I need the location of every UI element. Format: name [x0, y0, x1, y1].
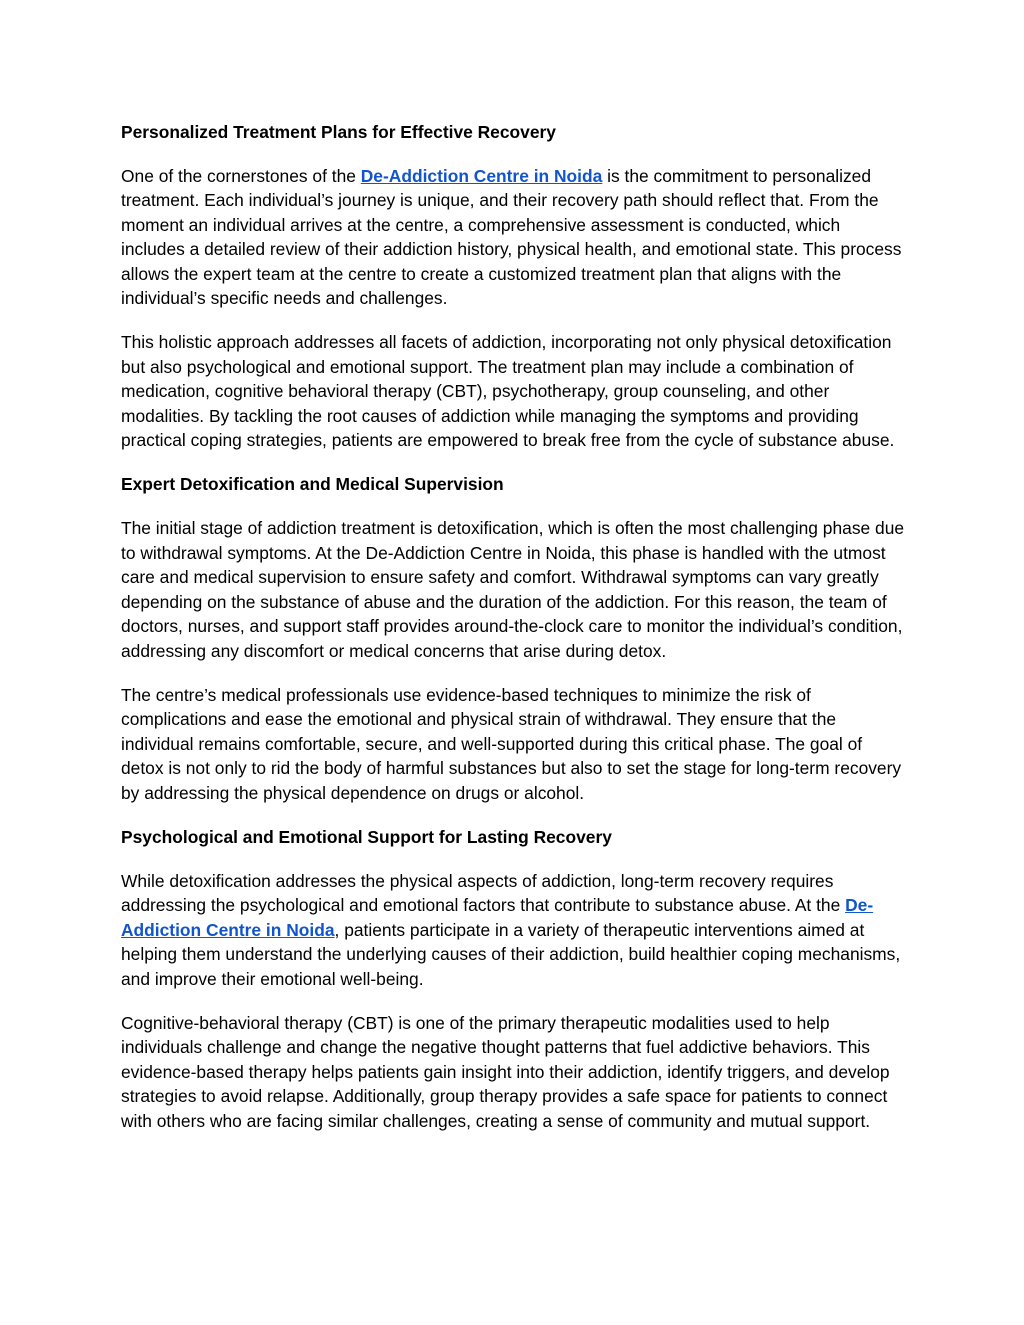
paragraph-holistic-approach: This holistic approach addresses all facets of addiction, incorporating not only physical detoxification but also psychological and emotional support. The treatment plan may include a combination of medication, cognitive behavioral therapy (CBT), psychotherapy, group counseling, and other modalities. By tackling the root causes of addiction while managing the symptoms and providing practical coping strategies, patients are empowered to break free from the cycle of substance abuse.: [121, 332, 895, 451]
paragraph-text: is the commitment to personalized treatment. Each individual’s journey is unique, and their recovery path should reflect that. From the moment an individual arrives at the centre, a comprehensive assessment is conducted, which includes a detailed review of their addiction history, physical health, and emotional state. This process allows the expert team at the centre to create a customized treatment plan that aligns with the individual’s specific needs and challenges.: [121, 166, 902, 309]
paragraph-text: One of the cornerstones of the: [121, 166, 361, 186]
paragraph-psychological-intro: [121, 869, 906, 991]
paragraph-personalized-intro: [121, 164, 906, 310]
paragraph-text: , patients participate in a variety of therapeutic interventions aimed at helping them understand the underlying causes of their addiction, build healthier coping mechanisms, and improve their emotional well-being.: [121, 919, 901, 989]
paragraph-medical-professionals: The centre’s medical professionals use evidence-based techniques to minimize the risk of complications and ease the emotional and physical strain of withdrawal. They ensure that the individual remains comfortable, secure, and well-supported during this critical phase. The goal of detox is not only to rid the body of harmful substances but also to set the stage for long-term recovery by addressing the physical dependence on drugs or alcohol.: [121, 684, 902, 803]
section-heading-expert-detox: Expert Detoxification and Medical Supervision: [121, 474, 504, 495]
paragraph-text: While detoxification addresses the physical aspects of addiction, long-term recovery requires addressing the psychological and emotional factors that contribute to substance abuse. At the: [121, 870, 846, 916]
document-page: [121, 120, 906, 1153]
paragraph-detox-initial-stage: The initial stage of addiction treatment is detoxification, which is often the most challenging phase due to withdrawal symptoms. At the De-Addiction Centre in Noida, this phase is handled with the utmost care and medical supervision to ensure safety and comfort. Withdrawal symptoms can vary greatly depending on the substance of abuse and the duration of the addiction. For this reason, the team of doctors, nurses, and support staff provides around-the-clock care to monitor the individual’s condition, addressing any discomfort or medical concerns that arise during detox.: [121, 518, 905, 661]
de-addiction-centre-link[interactable]: De-Addiction Centre in Noida: [360, 166, 603, 186]
section-heading-personalized-treatment: Personalized Treatment Plans for Effective Recovery: [121, 122, 556, 142]
de-addiction-centre-link[interactable]: De-Addiction Centre in Noida: [121, 895, 874, 940]
section-heading-psychological-support: Psychological and Emotional Support for Lasting Recovery: [121, 826, 612, 847]
paragraph-cbt: Cognitive-behavioral therapy (CBT) is one of the primary therapeutic modalities used to help individuals challenge and change the negative thought patterns that fuel addictive behaviors. This evidence-based therapy helps patients gain insight into their addiction, identify triggers, and develop strategies to avoid relapse. Additionally, group therapy provides a safe space for patients to connect with others who are facing similar challenges, creating a sense of community and mutual support.: [121, 1012, 890, 1131]
